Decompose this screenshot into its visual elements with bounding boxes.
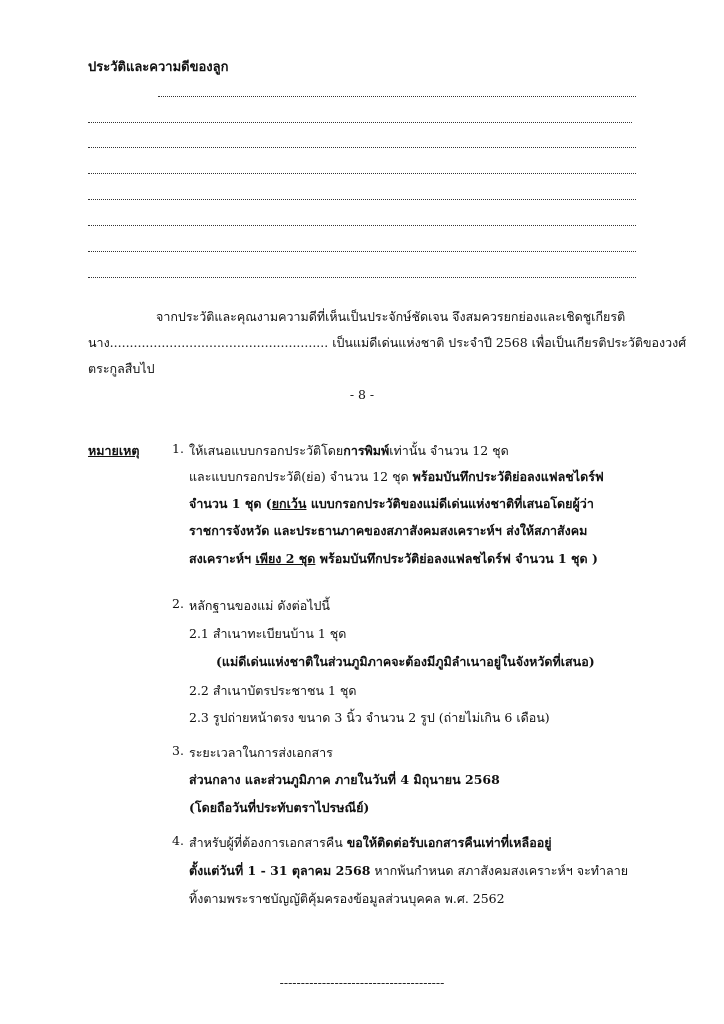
- text-span: สำหรับผู้ที่ต้องการเอกสารคืน: [189, 835, 347, 850]
- text-span: จำนวน 1 ชุด (: [189, 496, 272, 511]
- nominee-name-blank[interactable]: .......................................................: [109, 335, 329, 350]
- item1-line1: [189, 441, 509, 461]
- item3-postmark-note: (โดยถือวันที่ประทับตราไปรษณีย์): [189, 800, 370, 815]
- item4-line3: ทิ้งตามพระราชบัญญัติคุ้มครองข้อมูลส่วนบุคคล พ.ศ. 2562: [189, 891, 505, 906]
- text-bold: พร้อมบันทึกประวัติย่อลงแฟลชไดร์ฟ: [412, 469, 604, 484]
- item1-number: 1.: [172, 441, 184, 456]
- item4-number: 4.: [172, 833, 184, 848]
- item2-sub1-note: (แม่ดีเด่นแห่งชาติในส่วนภูมิภาคจะต้องมีภูมิลำเนาอยู่ในจังหวัดที่เสนอ): [216, 654, 595, 669]
- item1-line4: ราชการจังหวัด และประธานภาคของสภาสังคมสงเคราะห์ฯ ส่งให้สภาสังคม: [189, 523, 588, 538]
- item4-line1: [189, 833, 552, 853]
- fill-line[interactable]: [158, 96, 636, 97]
- text-span: พร้อมบันทึกประวัติย่อลงแฟลชไดร์ฟ จำนวน 1 ชุด ): [315, 551, 598, 566]
- text-span: แบบกรอกประวัติของแม่ดีเด่นแห่งชาติที่เสนอโดยผู้ว่า: [306, 496, 594, 511]
- item2-number: 2.: [172, 596, 184, 611]
- fill-line[interactable]: [88, 122, 632, 123]
- text-bold: ตั้งแต่วันที่ 1 - 31 ตุลาคม 2568: [189, 863, 371, 878]
- nominee-prefix: นาง: [88, 335, 110, 350]
- page-number: - 8 -: [349, 387, 375, 402]
- fill-line[interactable]: [88, 277, 636, 278]
- text-bold: ขอให้ติดต่อรับเอกสารคืนเท่าที่เหลืออยู่: [346, 835, 552, 850]
- text-span: สงเคราะห์ฯ: [189, 551, 256, 566]
- history-paragraph-line3: ตระกูลสืบไป: [88, 361, 155, 376]
- item2-sub3: 2.3 รูปถ่ายหน้าตรง ขนาด 3 นิ้ว จำนวน 2 รูป (ถ่ายไม่เกิน 6 เดือน): [189, 710, 550, 725]
- text-span: ให้เสนอแบบกรอกประวัติโดย: [189, 443, 344, 458]
- nominee-suffix: เป็นแม่ดีเด่นแห่งชาติ ประจำปี 2568 เพื่อเป็นเกียรติประวัติของวงศ์: [328, 335, 687, 350]
- text-underline: ยกเว้น: [271, 496, 307, 511]
- text-underline: เพียง 2 ชุด: [255, 551, 316, 566]
- history-paragraph-line2: [88, 333, 686, 353]
- item3-text: ระยะเวลาในการส่งเอกสาร: [189, 745, 333, 760]
- item2-text: หลักฐานของแม่ ดังต่อไปนี้: [189, 598, 330, 613]
- fill-line[interactable]: [88, 199, 636, 200]
- footer-rule: ---------------------------------------: [279, 975, 445, 990]
- item2-sub2: 2.2 สำเนาบัตรประชาชน 1 ชุด: [189, 683, 357, 698]
- item1-line2: [189, 467, 604, 487]
- text-span: เท่านั้น จำนวน 12 ชุด: [389, 443, 509, 458]
- item3-deadline: ส่วนกลาง และส่วนภูมิภาค ภายในวันที่ 4 มิถุนายน 2568: [189, 772, 500, 787]
- section-heading: ประวัติและความดีของลูก: [88, 60, 229, 75]
- text-bold: การพิมพ์: [343, 443, 390, 458]
- item4-line2: [189, 861, 628, 881]
- fill-line[interactable]: [88, 225, 636, 226]
- item3-number: 3.: [172, 743, 184, 758]
- fill-line[interactable]: [88, 173, 636, 174]
- fill-line[interactable]: [88, 251, 636, 252]
- text-span: และแบบกรอกประวัติ(ย่อ) จำนวน 12 ชุด: [189, 469, 413, 484]
- history-paragraph-line1: จากประวัติและคุณงามความดีที่เห็นเป็นประจักษ์ชัดเจน จึงสมควรยกย่องและเชิดชูเกียรติ: [156, 309, 626, 324]
- item1-line5: [189, 549, 598, 569]
- item2-sub1: 2.1 สำเนาทะเบียนบ้าน 1 ชุด: [189, 626, 347, 641]
- text-span: หากพ้นกำหนด สภาสังคมสงเคราะห์ฯ จะทำลาย: [370, 863, 629, 878]
- fill-line[interactable]: [88, 147, 636, 148]
- notes-label: หมายเหตุ: [88, 443, 140, 458]
- item1-line3: [189, 494, 594, 514]
